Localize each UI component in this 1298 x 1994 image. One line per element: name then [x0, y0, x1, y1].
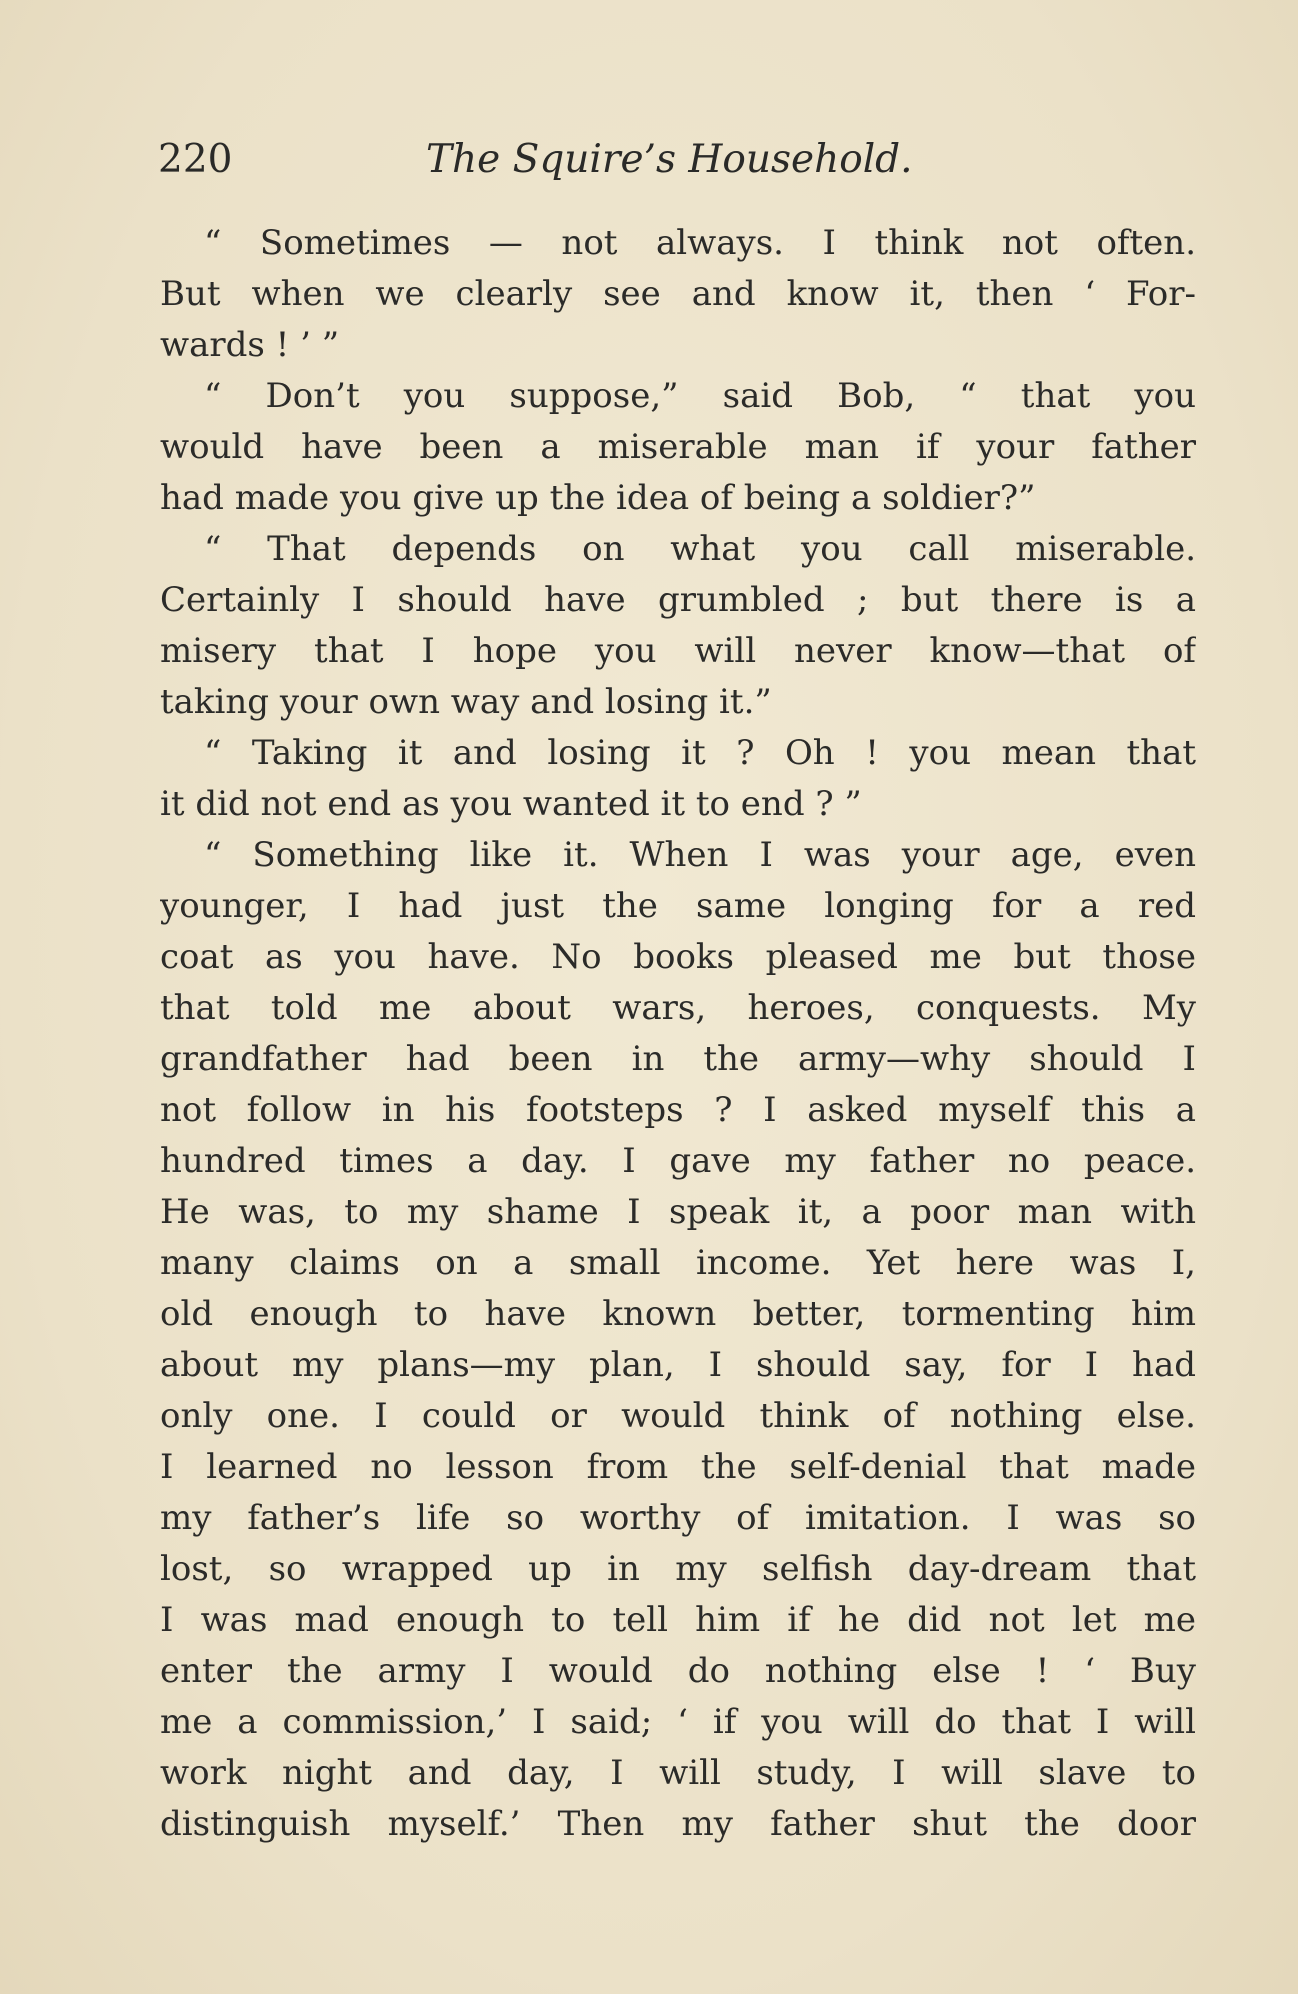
- text-line: taking your own way and losing it.”: [160, 682, 772, 722]
- text-line: that told me about wars, heroes, conquests. My: [160, 988, 1196, 1028]
- text-line: “ Something like it. When I was your age, even: [204, 835, 1196, 875]
- text-line: I was mad enough to tell him if he did not let me: [160, 1600, 1196, 1640]
- text-line: only one. I could or would think of nothing else.: [160, 1396, 1196, 1436]
- text-line: distinguish myself.’ Then my father shut the door: [160, 1804, 1196, 1844]
- text-line: hundred times a day. I gave my father no peace.: [160, 1141, 1196, 1181]
- text-line: not follow in his footsteps ? I asked myself this a: [160, 1090, 1196, 1130]
- text-line: I learned no lesson from the self-denial that made: [160, 1447, 1196, 1487]
- text-line: work night and day, I will study, I will slave to: [160, 1753, 1196, 1793]
- text-line: enter the army I would do nothing else ! ‘ Buy: [160, 1651, 1196, 1691]
- text-line: it did not end as you wanted it to end ? ”: [160, 784, 862, 824]
- text-line: my father’s life so worthy of imitation. I was so: [160, 1498, 1196, 1538]
- text-line: many claims on a small income. Yet here was I,: [160, 1243, 1196, 1283]
- text-line: younger, I had just the same longing for a red: [160, 886, 1196, 926]
- running-title: The Squire’s Household.: [426, 137, 913, 182]
- text-line: grandfather had been in the army—why should I: [160, 1039, 1196, 1079]
- text-line: But when we clearly see and know it, then ‘ For-: [160, 274, 1196, 314]
- text-line: Certainly I should have grumbled ; but there is a: [160, 580, 1196, 620]
- text-line: “ That depends on what you call miserable.: [204, 529, 1196, 569]
- text-line: misery that I hope you will never know—that of: [160, 631, 1196, 671]
- text-line: about my plans—my plan, I should say, for I had: [160, 1345, 1196, 1385]
- text-line: “ Sometimes — not always. I think not often.: [204, 223, 1196, 263]
- text-line: had made you give up the idea of being a soldier?”: [160, 478, 1036, 518]
- body-text: [160, 218, 1196, 1850]
- text-line: me a commission,’ I said; ‘ if you will do that I will: [160, 1702, 1196, 1742]
- text-line: old enough to have known better, tormenting him: [160, 1294, 1196, 1334]
- text-line: would have been a miserable man if your father: [160, 427, 1196, 467]
- page-number: 220: [158, 137, 233, 182]
- text-line: wards ! ’ ”: [160, 325, 340, 365]
- text-line: “ Taking it and losing it ? Oh ! you mean that: [204, 733, 1196, 773]
- text-line: coat as you have. No books pleased me but those: [160, 937, 1196, 977]
- page-header: [158, 130, 1198, 190]
- text-line: “ Don’t you suppose,” said Bob, “ that you: [204, 376, 1196, 416]
- text-line: lost, so wrapped up in my selfish day-dream that: [160, 1549, 1196, 1589]
- text-line: He was, to my shame I speak it, a poor man with: [160, 1192, 1196, 1232]
